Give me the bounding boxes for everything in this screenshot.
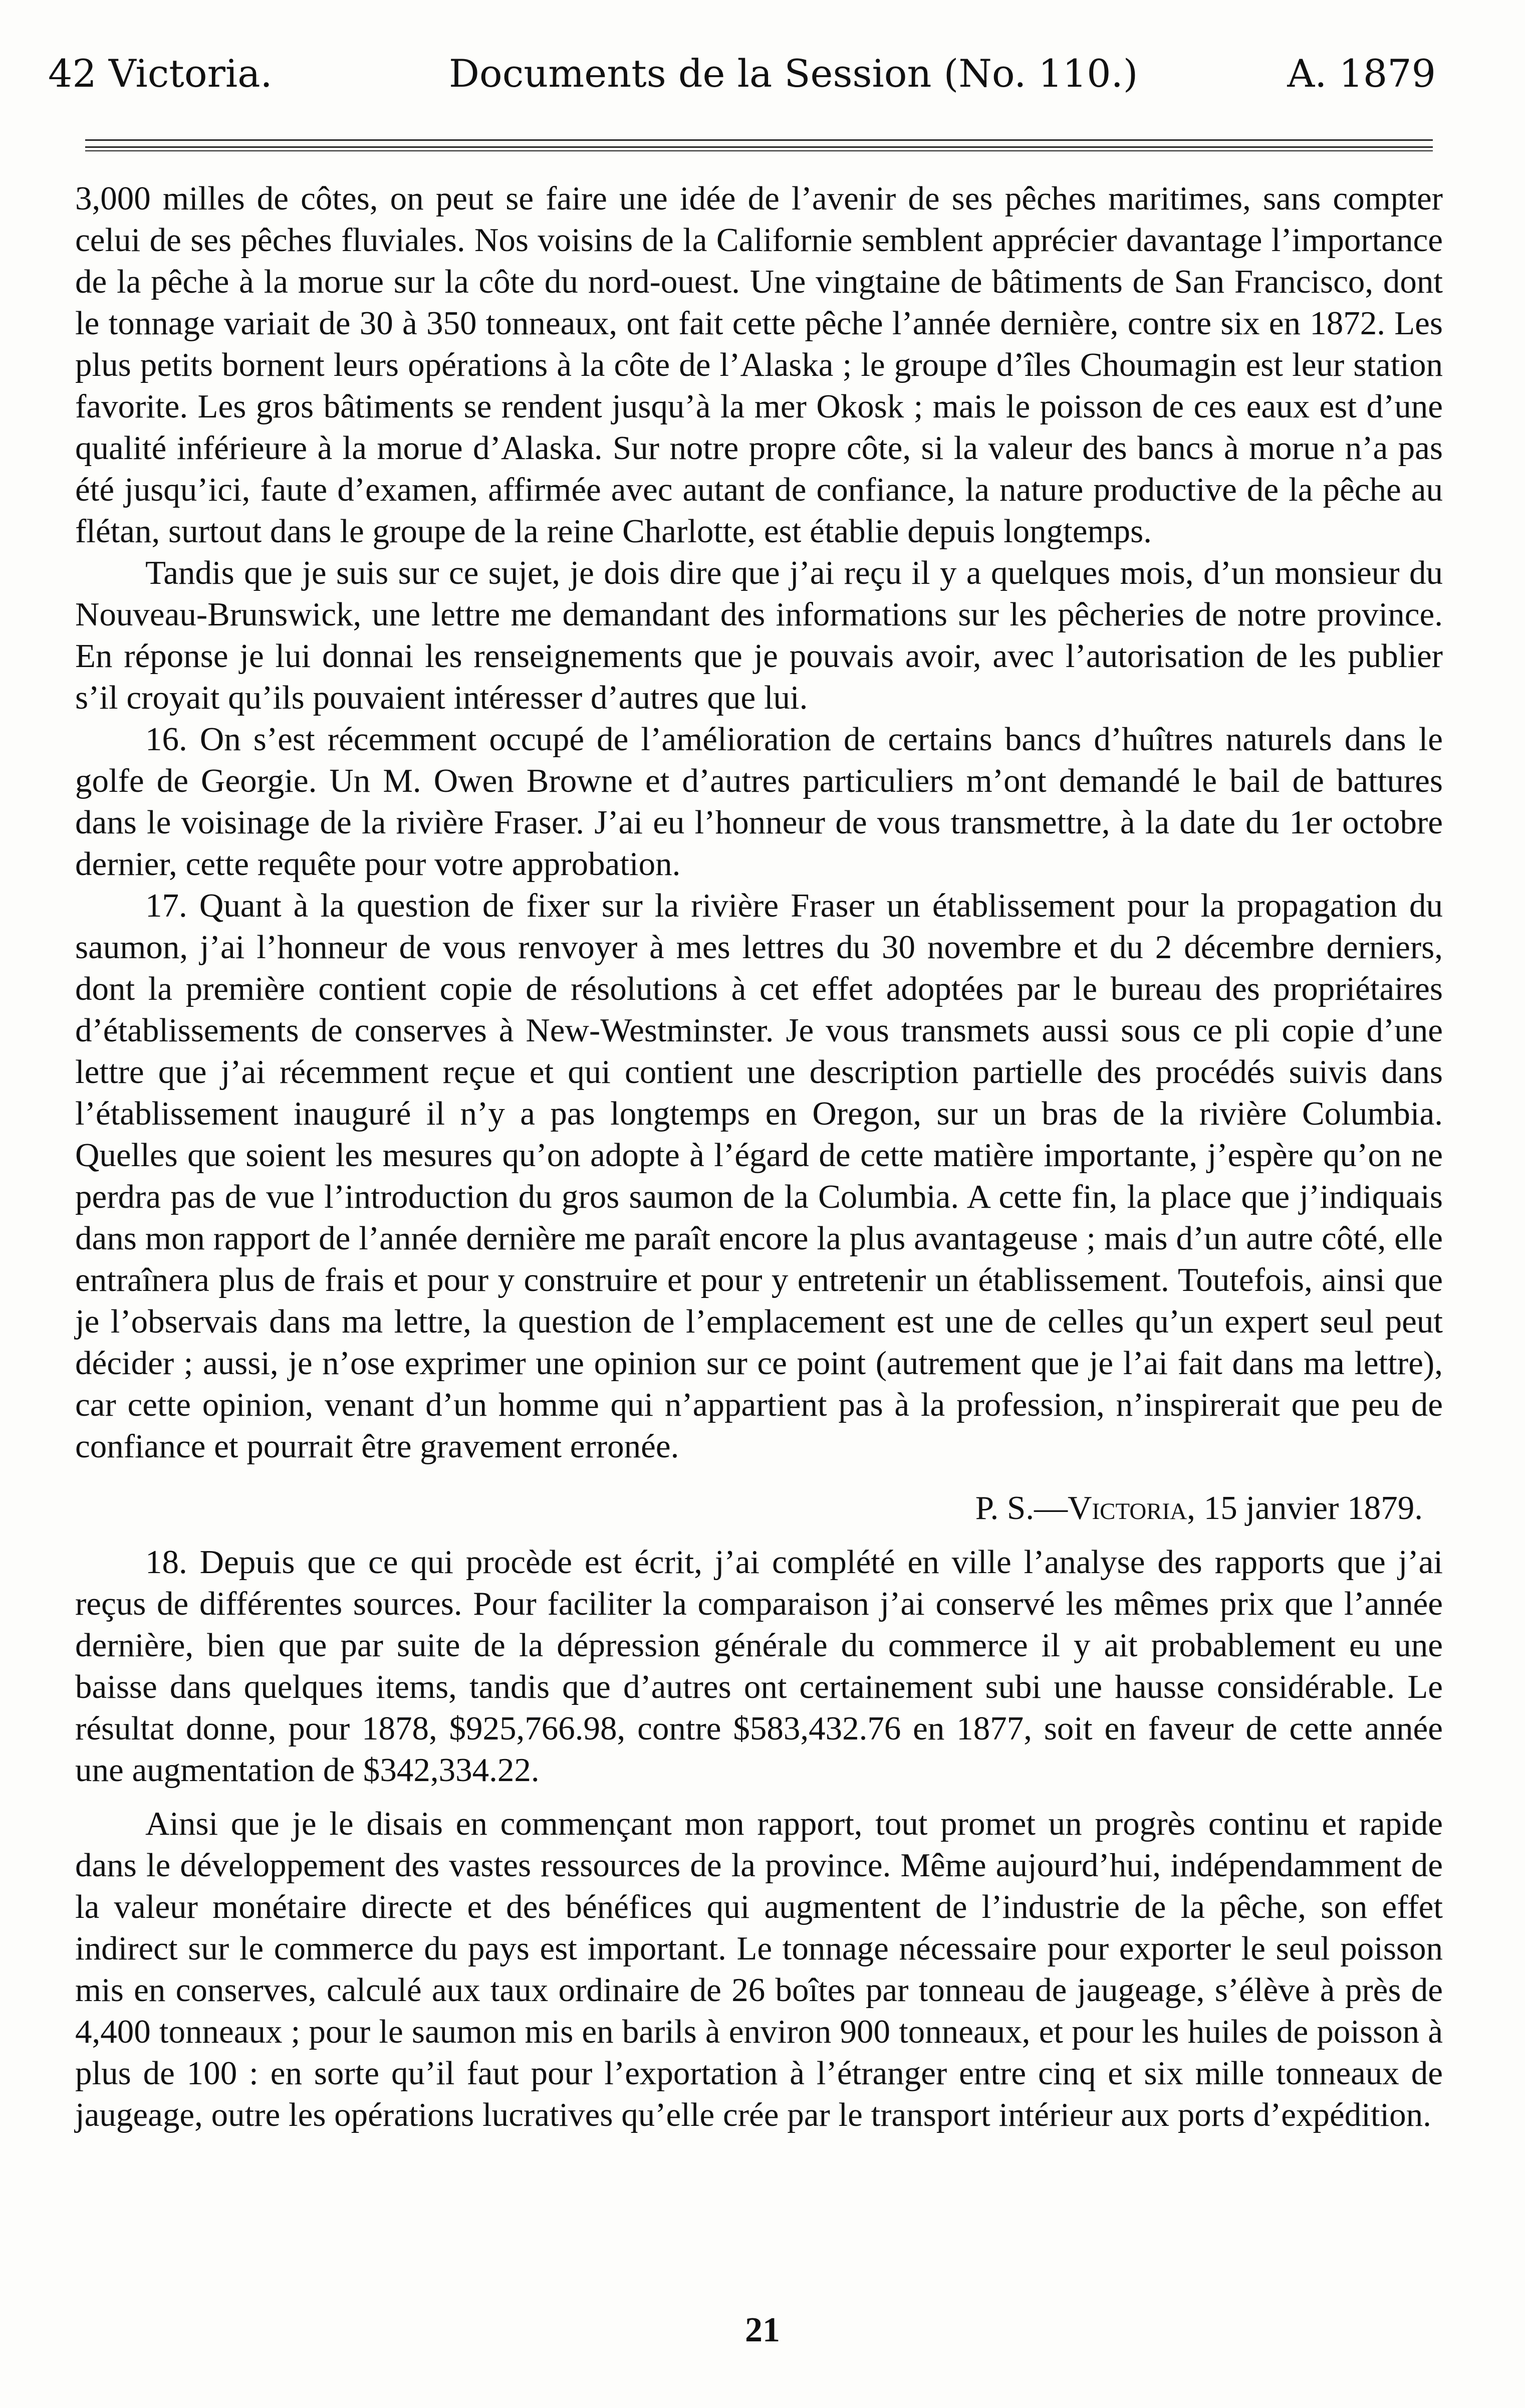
header-rule xyxy=(85,146,1433,148)
postscript-date: , 15 janvier 1879. xyxy=(1187,1489,1423,1526)
postscript-line xyxy=(75,1487,1443,1529)
running-header xyxy=(48,46,1436,101)
header-rule xyxy=(85,150,1433,151)
paragraph: 3,000 milles de côtes, on peut se faire une idée de l’avenir de ses pêches maritimes, sans compter celui de ses pêches fluviales. Nos voisins de la Californie semblent apprécier davantage l’importance de la pêche à la morue sur la côte du nord-ouest. Une vingtaine de bâtiments de San Francisco, dont le tonnage variait de 30 à 350 tonneaux, ont fait cette pêche l’année dernière, contre six en 1872. Les plus petits bornent leurs opérations à la côte de l’Alaska ; le groupe d’îles Choumagin est leur station favorite. Les gros bâtiments se rendent jusqu’à la mer Okosk ; mais le poisson de ces eaux est d’une qualité inférieure à la morue d’Alaska. Sur notre propre côte, si la valeur des bancs à morue n’a pas été jusqu’ici, faute d’examen, affirmée avec autant de confiance, la nature productive de la pêche au flétan, surtout dans le groupe de la reine Charlotte, est établie depuis longtemps. xyxy=(75,180,1443,550)
postscript-prefix: P. S.— xyxy=(975,1489,1068,1526)
paragraph: 16. On s’est récemment occupé de l’amélioration de certains bancs d’huîtres naturels dans le golfe de Georgie. Un M. Owen Browne et d’autres particuliers m’ont demandé le bail de battures dans le voisinage de la rivière Fraser. J’ai eu l’honneur de vous transmettre, à la date du 1er octobre dernier, cette requête pour votre approbation. xyxy=(75,721,1443,883)
postscript-place: Victoria xyxy=(1068,1489,1187,1526)
header-left: 42 Victoria. xyxy=(48,51,273,96)
paragraph: 17. Quant à la question de fixer sur la rivière Fraser un établissement pour la propagation du saumon, j’ai l’honneur de vous renvoyer à mes lettres du 30 novembre et du 2 décembre derniers, dont la première contient copie de résolutions à cet effet adoptées par le bureau des propriétaires d’établissements de conserves à New-Westminster. Je vous transmets aussi sous ce pli copie d’une lettre que j’ai récemment reçue et qui contient une description partielle des procédés suivis dans l’établissement inauguré il n’y a pas longtemps en Oregon, sur un bras de la rivière Columbia. Quelles que soient les mesures qu’on adopte à l’égard de cette matière importante, j’espère qu’on ne perdra pas de vue l’introduction du gros saumon de la Columbia. A cette fin, la place que j’indiquais dans mon rapport de l’année dernière me paraît encore la plus avantageuse ; mais d’un autre côté, elle entraînera plus de frais et pour y construire et pour y entretenir un établissement. Toutefois, ainsi que je l’observais dans ma lettre, la question de l’emplacement est une de celles qu’un expert seul peut décider ; aussi, je n’ose exprimer une opinion sur ce point (autrement que je l’ai fait dans ma lettre), car cette opinion, venant d’un homme qui n’appartient pas à la profession, n’inspirerait que peu de confiance et pourrait être gravement erronée. xyxy=(75,887,1443,1465)
paragraph: 18. Depuis que ce qui procède est écrit, j’ai complété en ville l’analyse des rapports que j’ai reçus de différentes sources. Pour faciliter la comparaison j’ai conservé les mêmes prix que l’année dernière, bien que par suite de la dépression générale du commerce il y ait probablement eu une baisse dans quelques items, tandis que d’autres ont certainement subi une hausse considérable. Le résultat donne, pour 1878, $925,766.98, contre $583,432.76 en 1877, soit en faveur de cette année une augmentation de $342,334.22. xyxy=(75,1544,1443,1789)
header-rule xyxy=(85,139,1433,141)
page-number: 21 xyxy=(745,2311,780,2349)
header-right: A. 1879 xyxy=(1287,51,1436,96)
paragraph: Ainsi que je le disais en commençant mon rapport, tout promet un progrès continu et rapide dans le développement des vastes ressources de la province. Même aujourd’hui, indépendamment de la valeur monétaire directe et des bénéfices qui augmentent de l’industrie de la pêche, son effet indirect sur le commerce du pays est important. Le tonnage nécessaire pour exporter le seul poisson mis en conserves, calculé aux taux ordinaire de 26 boîtes par tonneau de jaugeage, s’élève à près de 4,400 tonneaux ; pour le saumon mis en barils à environ 900 tonneaux, et pour les huiles de poisson à plus de 100 : en sorte qu’il faut pour l’exportation à l’étranger entre cinq et six mille tonneaux de jaugeage, outre les opérations lucratives qu’elle crée par le transport intérieur aux ports d’expédition. xyxy=(75,1805,1443,2133)
body-text xyxy=(75,178,1443,2136)
paragraph: Tandis que je suis sur ce sujet, je dois dire que j’ai reçu il y a quelques mois, d’un monsieur du Nouveau-Brunswick, une lettre me demandant des informations sur les pêcheries de notre province. En réponse je lui donnai les renseignements que je pouvais avoir, avec l’autorisation de les publier s’il croyait qu’ils pouvaient intéresser d’autres que lui. xyxy=(75,554,1443,716)
header-center: Documents de la Session (No. 110.) xyxy=(449,51,1138,96)
